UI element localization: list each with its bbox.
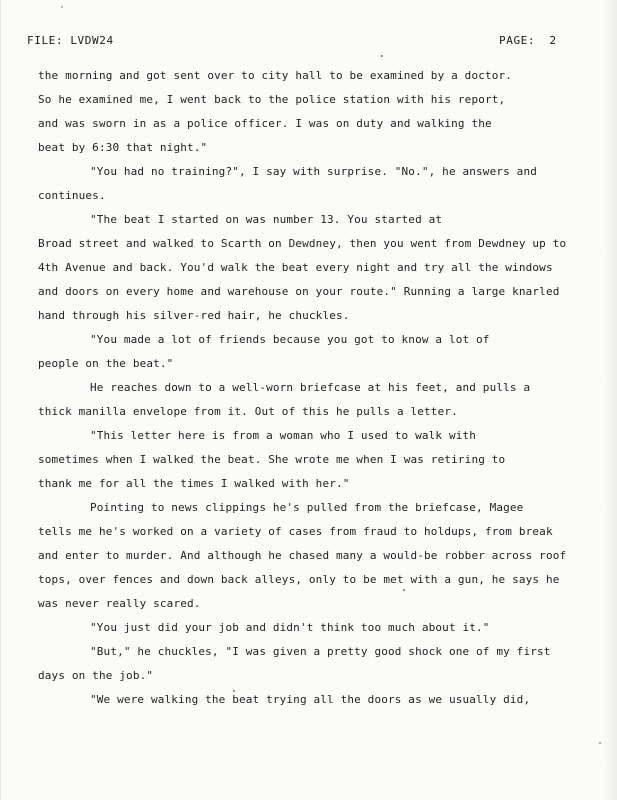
text-line: So he examined me, I went back to the police station with his report, [38, 93, 506, 106]
text-line: tells me he's worked on a variety of cases from fraud to holdups, from break [38, 525, 553, 538]
speck-mark [599, 742, 601, 744]
text-line: the morning and got sent over to city hall to be examined by a doctor. [38, 69, 513, 82]
speck-mark [61, 6, 63, 8]
text-line: thick manilla envelope from it. Out of this he pulls a letter. [38, 405, 458, 418]
text-line: Pointing to news clippings he's pulled from the briefcase, Magee [90, 501, 524, 514]
text-line: people on the beat." [38, 357, 174, 370]
text-line: and doors on every home and warehouse on your route." Running a large knarled [38, 285, 560, 298]
text-line: and enter to murder. And although he chased many a would-be robber across roof [38, 549, 567, 562]
text-line: "The beat I started on was number 13. You started at [90, 213, 443, 226]
text-line: "We were walking the beat trying all the doors as we usually did, [90, 693, 531, 706]
text-line: was never really scared. [38, 597, 201, 610]
text-line: thank me for all the times I walked with her." [38, 477, 350, 490]
text-line: He reaches down to a well-worn briefcase at his feet, and pulls a [90, 381, 531, 394]
text-line: beat by 6:30 that night." [38, 141, 208, 154]
speck-mark [381, 55, 383, 57]
text-line: "You had no training?", I say with surprise. "No.", he answers and [90, 165, 537, 178]
text-line: "But," he chuckles, "I was given a pretty good shock one of my first [90, 645, 551, 658]
text-line: 4th Avenue and back. You'd walk the beat every night and try all the windows [38, 261, 553, 274]
text-line: continues. [38, 189, 106, 202]
text-line: tops, over fences and down back alleys, only to be met with a gun, he says he [38, 573, 560, 586]
text-line: "You made a lot of friends because you got to know a lot of [90, 333, 490, 346]
speck-mark [403, 589, 405, 591]
text-line: "You just did your job and didn't think too much about it." [90, 621, 490, 634]
text-line: Broad street and walked to Scarth on Dewdney, then you went from Dewdney up to [38, 237, 567, 250]
text-line: days on the job." [38, 669, 154, 682]
text-line: and was sworn in as a police officer. I was on duty and walking the [38, 117, 492, 130]
text-line: sometimes when I walked the beat. She wrote me when I was retiring to [38, 453, 506, 466]
speck-mark [233, 690, 235, 692]
file-label: FILE: LVDW24 [27, 34, 114, 47]
page-number: PAGE: 2 [499, 34, 557, 47]
text-line: hand through his silver-red hair, he chuckles. [38, 309, 350, 322]
text-line: "This letter here is from a woman who I used to walk with [90, 429, 477, 442]
